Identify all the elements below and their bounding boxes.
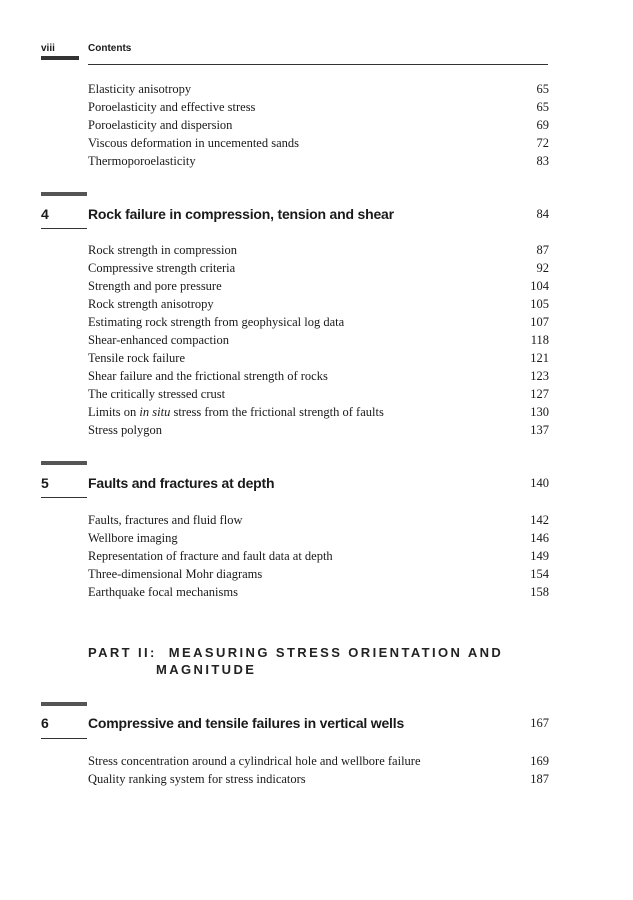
- toc-entry-page: 92: [536, 261, 549, 275]
- toc-entry-title: Tensile rock failure: [88, 351, 185, 365]
- toc-entry-title: Strength and pore pressure: [88, 279, 222, 293]
- toc-entry-page: 187: [530, 772, 549, 786]
- toc-entry-page: 146: [530, 531, 549, 545]
- toc-entry-title: Poroelasticity and dispersion: [88, 118, 233, 132]
- toc-entry[interactable]: [88, 313, 549, 331]
- toc-entry-title: Compressive strength criteria: [88, 261, 236, 275]
- toc-entry[interactable]: [88, 134, 549, 152]
- toc-entry[interactable]: [88, 116, 549, 134]
- toc-entry-title: Shear-enhanced compaction: [88, 333, 230, 347]
- toc-entry[interactable]: [88, 403, 549, 421]
- toc-entry[interactable]: [88, 331, 549, 349]
- title-part: stress from the frictional strength of faults: [170, 405, 384, 419]
- chapter-title[interactable]: Compressive and tensile failures in vertical wells: [88, 715, 405, 731]
- toc-entry-page: 87: [536, 243, 549, 257]
- chapter-page: 84: [536, 207, 549, 221]
- header-bar: [41, 56, 79, 60]
- chapter-bar: [41, 702, 87, 706]
- toc-entry[interactable]: [88, 583, 549, 601]
- toc-entry[interactable]: [88, 752, 549, 770]
- toc-entry-title: Faults, fractures and fluid flow: [88, 513, 243, 527]
- chapter-number: 5: [41, 475, 49, 491]
- chapter-number: 4: [41, 206, 49, 222]
- toc-entry[interactable]: [88, 565, 549, 583]
- part-heading-line1: PART II: MEASURING STRESS ORIENTATION AND: [88, 645, 504, 660]
- page-number: viii: [41, 43, 55, 54]
- toc-entry-page: 65: [536, 100, 549, 114]
- toc-entry-page: 65: [536, 82, 549, 96]
- toc-entry[interactable]: [88, 152, 549, 170]
- toc-entry-title: Quality ranking system for stress indicators: [88, 772, 306, 786]
- toc-entry-page: 83: [536, 154, 549, 168]
- toc-entry[interactable]: [88, 385, 549, 403]
- toc-entry[interactable]: [88, 770, 549, 788]
- toc-entry[interactable]: [88, 529, 549, 547]
- chapter-title[interactable]: Rock failure in compression, tension and shear: [88, 206, 394, 222]
- toc-entry[interactable]: [88, 421, 549, 439]
- chapter-bar: [41, 192, 87, 196]
- toc-entry-title: Estimating rock strength from geophysical log data: [88, 315, 345, 329]
- toc-entry[interactable]: [88, 511, 549, 529]
- toc-entry-page: 149: [530, 549, 549, 563]
- chapter-rule: [41, 738, 87, 739]
- toc-entry-page: 123: [530, 369, 549, 383]
- toc-entry-title: [88, 403, 384, 421]
- toc-entry-page: 104: [530, 279, 549, 293]
- toc-entry-page: 107: [530, 315, 549, 329]
- toc-entry-page: 158: [530, 585, 549, 599]
- toc-entry-page: 69: [536, 118, 549, 132]
- part-heading-line2: MAGNITUDE: [156, 662, 257, 677]
- toc-entry[interactable]: [88, 547, 549, 565]
- toc-entry-title: The critically stressed crust: [88, 387, 226, 401]
- toc-entry-title: Three-dimensional Mohr diagrams: [88, 567, 263, 581]
- toc-entry-page: 142: [530, 513, 549, 527]
- toc-entry[interactable]: [88, 349, 549, 367]
- toc-entry-page: 118: [530, 333, 549, 347]
- toc-entry-title: Elasticity anisotropy: [88, 82, 192, 96]
- toc-entry-title: Representation of fracture and fault data at depth: [88, 549, 333, 563]
- toc-entry[interactable]: [88, 241, 549, 259]
- toc-entry-title: Rock strength anisotropy: [88, 297, 214, 311]
- toc-entry-title: Rock strength in compression: [88, 243, 237, 257]
- toc-entry-title: Wellbore imaging: [88, 531, 178, 545]
- running-header-title: Contents: [88, 43, 132, 54]
- toc-entry-page: 130: [530, 405, 549, 419]
- header-rule: [88, 64, 548, 65]
- toc-entry-page: 169: [530, 754, 549, 768]
- chapter-page: 140: [530, 476, 549, 490]
- part-heading[interactable]: [88, 644, 503, 678]
- toc-entry-page: 137: [530, 423, 549, 437]
- toc-entry[interactable]: [88, 259, 549, 277]
- toc-entry-page: 154: [530, 567, 549, 581]
- toc-entry-title: Poroelasticity and effective stress: [88, 100, 256, 114]
- toc-entry-page: 105: [530, 297, 549, 311]
- toc-entry-page: 72: [536, 136, 549, 150]
- toc-entry-title: Viscous deformation in uncemented sands: [88, 136, 300, 150]
- toc-entry[interactable]: [88, 277, 549, 295]
- toc-entry-page: 127: [530, 387, 549, 401]
- chapter-rule: [41, 497, 87, 498]
- toc-entry[interactable]: [88, 98, 549, 116]
- title-part: Limits on: [88, 405, 140, 419]
- toc-entry-page: 121: [530, 351, 549, 365]
- toc-entry-title: Thermoporoelasticity: [88, 154, 196, 168]
- chapter-title[interactable]: Faults and fractures at depth: [88, 475, 275, 491]
- toc-entry-title: Earthquake focal mechanisms: [88, 585, 238, 599]
- chapter-page: 167: [530, 716, 549, 730]
- toc-entry[interactable]: [88, 80, 549, 98]
- chapter-rule: [41, 228, 87, 229]
- toc-entry-title: Shear failure and the frictional strength of rocks: [88, 369, 328, 383]
- toc-entry[interactable]: [88, 295, 549, 313]
- toc-entry[interactable]: [88, 367, 549, 385]
- toc-entry-title: Stress concentration around a cylindrical hole and wellbore failure: [88, 754, 421, 768]
- title-italic-part: in situ: [139, 405, 171, 419]
- chapter-bar: [41, 461, 87, 465]
- chapter-number: 6: [41, 715, 49, 731]
- toc-entry-title: Stress polygon: [88, 423, 162, 437]
